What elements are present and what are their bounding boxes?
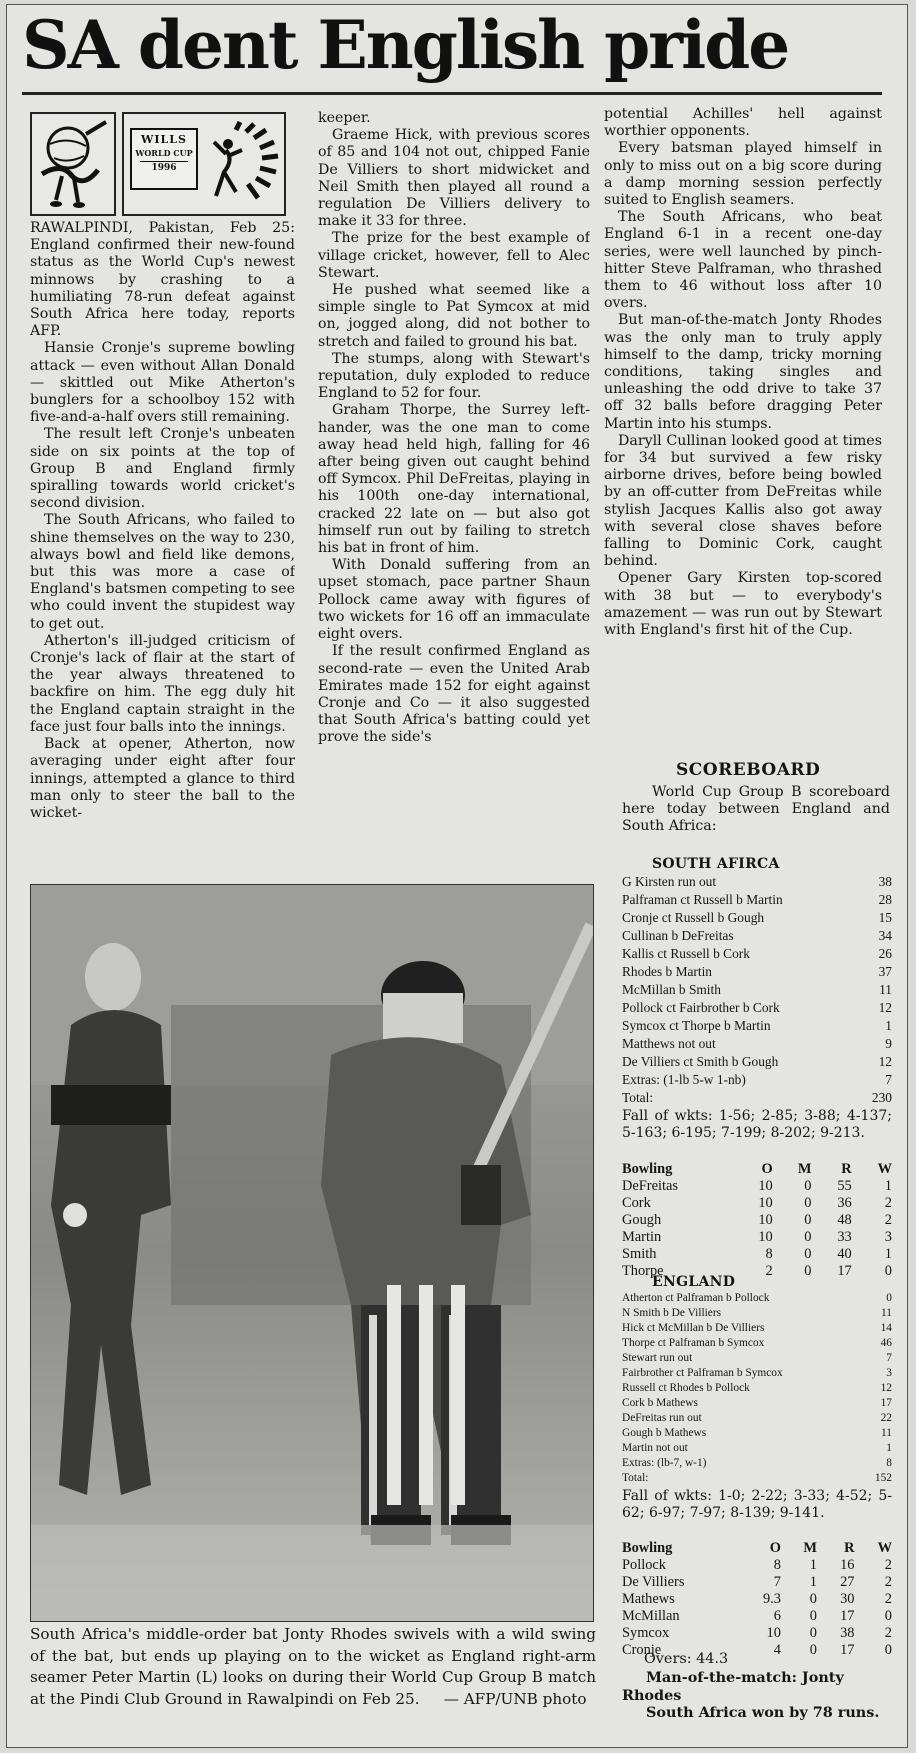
bowling-figure: 17 <box>840 1642 855 1658</box>
bowling-figure: 8 <box>773 1557 781 1573</box>
south-africa-heading: SOUTH AFIRCA <box>652 856 780 872</box>
runs: 17 <box>880 1397 892 1409</box>
runs: 0 <box>886 1292 892 1304</box>
bowling-figure: 40 <box>837 1246 852 1262</box>
bowler-name: Pollock <box>622 1557 666 1573</box>
batsman-dismissal: Kallis ct Russell b Cork <box>622 946 750 961</box>
paragraph: If the result confirmed England as second-rate — even the United Arab Emirates made 152 for eight against Cronje and Co — it also suggested that South Africa's batting could yet prove the side's <box>318 643 590 746</box>
runs: 152 <box>874 1472 892 1484</box>
bowling-header-cell: M <box>803 1540 817 1556</box>
bowling-header-row <box>622 1540 892 1557</box>
batting-row <box>622 963 892 981</box>
batting-row <box>622 1071 892 1089</box>
bowling-figure: 2 <box>884 1625 892 1641</box>
bowler-name: Symcox <box>622 1625 670 1641</box>
bowling-header-cell: O <box>761 1161 773 1177</box>
batting-row <box>622 1396 892 1411</box>
paragraph: But man-of-the-match Jonty Rhodes was the only man to truly apply himself to the damp, tricky morning conditions, taking singles and unleashing the odd drive to take 37 off 32 balls before dragging Peter Martin into his stumps. <box>604 312 882 432</box>
batsman-dismissal: Total: <box>622 1090 654 1105</box>
bowling-figure: 6 <box>773 1608 781 1624</box>
bowling-header-cell: M <box>797 1161 812 1177</box>
runs: 230 <box>871 1090 892 1105</box>
batting-row <box>622 945 892 963</box>
bowling-figure: 9.3 <box>762 1591 781 1607</box>
paragraph: keeper. <box>318 110 371 126</box>
batting-row <box>622 1351 892 1366</box>
match-photo <box>30 884 594 1622</box>
bowling-figure: 33 <box>837 1229 852 1245</box>
bowling-figure: 3 <box>884 1229 892 1245</box>
bowling-figure: 0 <box>804 1212 812 1228</box>
overs-line: Overs: 44.3 <box>644 1651 729 1667</box>
bowling-figure: 1 <box>809 1557 817 1573</box>
runs: 37 <box>878 964 892 979</box>
bowler-name: DeFreitas <box>622 1178 678 1194</box>
paragraph: The South Africans, who failed to shine themselves on the way to 230, always bowl and field like demons, but this was more a case of England's batsmen competing to see who could invent the stupidest way to get out. <box>30 512 295 632</box>
batting-row <box>622 1336 892 1351</box>
batting-row <box>622 1017 892 1035</box>
batsman-dismissal: N Smith b De Villiers <box>622 1307 722 1319</box>
bowling-figure: 0 <box>804 1195 812 1211</box>
bowling-figure: 2 <box>884 1574 892 1590</box>
bowling-figure: 0 <box>804 1178 812 1194</box>
bowling-figure: 10 <box>766 1625 781 1641</box>
batting-row <box>622 1366 892 1381</box>
runs: 11 <box>881 1307 892 1319</box>
runs: 12 <box>878 1054 892 1069</box>
man-of-the-match-text: Man-of-the-match: Jonty Rhodes <box>622 1669 844 1705</box>
bowling-row <box>622 1608 892 1625</box>
bowling-row <box>622 1246 892 1263</box>
scoreboard-title: SCOREBOARD <box>676 760 821 780</box>
bowler-name: Thorpe <box>622 1263 664 1279</box>
bowling-header-cell: W <box>877 1540 892 1556</box>
bowling-figure: 4 <box>773 1642 781 1658</box>
batting-row <box>622 1035 892 1053</box>
bowler-name: McMillan <box>622 1608 680 1624</box>
batsman-dismissal: Russell ct Rhodes b Pollock <box>622 1382 750 1394</box>
logo-world-cup-text: WORLD CUP <box>135 148 193 158</box>
bowling-row <box>622 1557 892 1574</box>
bowling-figure: 36 <box>837 1195 852 1211</box>
england-fall-of-wickets: Fall of wkts: 1-0; 2-22; 3-33; 4-52; 5-62; 6-97; 7-97; 8-139; 9-141. <box>622 1488 892 1522</box>
bowling-header-cell: Bowling <box>622 1161 673 1177</box>
bowling-figure: 0 <box>884 1263 892 1279</box>
batting-row <box>622 981 892 999</box>
cricket-logo <box>30 112 116 216</box>
bowling-header-cell: O <box>769 1540 781 1556</box>
photo-credit-text: — AFP/UNB photo <box>443 1689 587 1708</box>
england-batting-table <box>622 1291 892 1486</box>
batting-row <box>622 1426 892 1441</box>
england-bowling-table <box>622 1161 892 1280</box>
runs: 12 <box>878 1000 892 1015</box>
batsman-dismissal: DeFreitas run out <box>622 1412 702 1424</box>
batsman-dismissal: Extras: (1-lb 5-w 1-nb) <box>622 1072 746 1087</box>
bowling-figure: 0 <box>809 1591 817 1607</box>
runs: 1 <box>885 1018 892 1033</box>
bowler-name: Mathews <box>622 1591 675 1607</box>
batsman-dismissal: Martin not out <box>622 1442 688 1454</box>
bowling-figure: 10 <box>758 1212 773 1228</box>
bowling-row <box>622 1212 892 1229</box>
caption-text: South Africa's middle-order bat Jonty Rhodes swivels with a wild swing of the bat, but ends up playing on to the wicket as England right-arm seamer Peter Martin (L) looks on during their World Cup Group B match at the Pindi Club Ground in Rawalpindi on Feb 25. <box>30 1625 596 1708</box>
scoreboard-intro: World Cup Group B scoreboard here today between England and South Africa: <box>622 784 890 835</box>
batting-row <box>622 873 892 891</box>
bowling-figure: 48 <box>837 1212 852 1228</box>
bowling-figure: 0 <box>884 1608 892 1624</box>
bowling-figure: 17 <box>837 1263 852 1279</box>
paragraph: Back at opener, Atherton, now averaging under eight after four innings, attempted a glance to third man only to steer the ball to the wicket- <box>30 736 295 821</box>
batsman-dismissal: Palframan ct Russell b Martin <box>622 892 783 907</box>
batting-row <box>622 999 892 1017</box>
article-column-3 <box>604 106 882 756</box>
logo-year-text: 1996 <box>140 161 188 174</box>
bowling-figure: 2 <box>884 1195 892 1211</box>
runs: 11 <box>879 982 892 997</box>
bowling-figure: 27 <box>840 1574 855 1590</box>
runs: 26 <box>878 946 892 961</box>
bowling-figure: 30 <box>840 1591 855 1607</box>
cricket-action-photo <box>31 885 593 1621</box>
match-result-text: South Africa won by 78 runs. <box>646 1704 880 1721</box>
batsman-dismissal: Hick ct McMillan b De Villiers <box>622 1322 765 1334</box>
batsman-dismissal: Matthews not out <box>622 1036 716 1051</box>
bowling-figure: 0 <box>809 1642 817 1658</box>
paragraph: He pushed what seemed like a simple single to Pat Symcox at mid on, jogged along, did not bother to stretch and failed to ground his bat. <box>318 282 590 350</box>
runs: 3 <box>886 1367 892 1379</box>
bowling-header-cell: R <box>844 1540 855 1556</box>
paragraph: Graham Thorpe, the Surrey left-hander, was the one man to come away head held high, falling for 46 after being given out caught behind off Symcox. Phil DeFreitas, playing in his 100th one-day international, cracked 22 late on — but also got himself run out by failing to stretch his bat in front of him. <box>318 402 590 557</box>
paragraph: Opener Gary Kirsten top-scored with 38 but — to everybody's amazement — was run out by Stewart with England's first hit of the Cup. <box>604 570 882 639</box>
south-africa-batting-table <box>622 873 892 1107</box>
runs: 7 <box>886 1352 892 1364</box>
bowling-figure: 55 <box>837 1178 852 1194</box>
runs: 7 <box>885 1072 892 1087</box>
bowling-figure: 0 <box>809 1608 817 1624</box>
bowling-row <box>622 1229 892 1246</box>
bowling-figure: 38 <box>840 1625 855 1641</box>
man-of-the-match <box>622 1669 894 1706</box>
bowling-figure: 17 <box>840 1608 855 1624</box>
runs: 9 <box>885 1036 892 1051</box>
batting-row <box>622 1441 892 1456</box>
bowling-figure: 8 <box>765 1246 773 1262</box>
england-heading: ENGLAND <box>652 1274 736 1290</box>
bowling-figure: 0 <box>809 1625 817 1641</box>
batsman-dismissal: Stewart run out <box>622 1352 693 1364</box>
wills-badge <box>130 128 198 190</box>
batting-row <box>622 1456 892 1471</box>
runs: 1 <box>886 1442 892 1454</box>
bowling-figure: 0 <box>804 1229 812 1245</box>
runs: 38 <box>878 874 892 889</box>
batting-row <box>622 1411 892 1426</box>
paragraph: The South Africans, who beat England 6-1 in a recent one-day series, were well launched by pinch-hitter Steve Palframan, who thrashed them to 46 without loss after 10 overs. <box>604 209 882 312</box>
batsman-dismissal: Symcox ct Thorpe b Martin <box>622 1018 771 1033</box>
bowler-name: De Villiers <box>622 1574 685 1590</box>
logo-wills-text: WILLS <box>141 133 187 146</box>
paragraph: The prize for the best example of village cricket, however, fell to Alec Stewart. <box>318 230 590 281</box>
bowling-figure: 1 <box>884 1178 892 1194</box>
headline-rule <box>22 92 882 95</box>
paragraph: Atherton's ill-judged criticism of Cronje's lack of flair at the start of the year always threatened to backfire on him. The egg duly hit the England captain straight in the face just four balls into the innings. <box>30 632 295 735</box>
batting-row <box>622 1291 892 1306</box>
paragraph: The result left Cronje's unbeaten side on six points at the top of Group B and England firmly spiralling towards world cricket's second division. <box>30 426 295 512</box>
photo-caption <box>30 1624 596 1744</box>
batting-row <box>622 1471 892 1486</box>
batsman-dismissal: Cronje ct Russell b Gough <box>622 910 765 925</box>
article-column-2 <box>318 110 590 880</box>
batsman-dismissal: Total: <box>622 1472 649 1484</box>
paragraph: Hansie Cronje's supreme bowling attack — even without Allan Donald — skittled out Mike Atherton's bunglers for a schoolboy 152 with five-and-a-half overs still remaining. <box>30 340 295 426</box>
batsman-dismissal: Cullinan b DeFreitas <box>622 928 734 943</box>
batsman-dismissal: Gough b Mathews <box>622 1427 707 1439</box>
bowling-row <box>622 1591 892 1608</box>
paragraph: Graeme Hick, with previous scores of 85 and 104 not out, chipped Fanie De Villiers to short midwicket and Neil Smith then played all round a regulation De Villiers delivery to make it 33 for three. <box>318 127 590 230</box>
batting-row <box>622 1053 892 1071</box>
match-result <box>622 1704 894 1722</box>
bowling-figure: 1 <box>884 1246 892 1262</box>
bowling-figure: 0 <box>884 1642 892 1658</box>
paragraph: Every batsman played himself in only to miss out on a big score during a damp morning session perfectly suited to English seamers. <box>604 140 882 209</box>
bowling-header-cell: Bowling <box>622 1540 673 1556</box>
paragraph: RAWALPINDI, Pakistan, Feb 25: England confirmed their new-found status as the World Cup's newest minnows by crashing to a humiliating 78-run defeat against South Africa here today, reports AFP. <box>30 220 295 340</box>
bowler-name: Martin <box>622 1229 662 1245</box>
paragraph: Daryll Cullinan looked good at times for 34 but survived a few risky airborne drives, before being bowled by an off-cutter from DeFreitas while stylish Jacques Kallis also got away with several close shaves before falling to Dominic Cork, caught behind. <box>604 432 882 570</box>
runs: 14 <box>880 1322 892 1334</box>
cricketer-icon <box>32 114 114 214</box>
bowling-figure: 1 <box>809 1574 817 1590</box>
paragraph: potential Achilles' hell against worthier opponents. <box>604 106 882 140</box>
bowler-name: Gough <box>622 1212 662 1228</box>
bowling-header-cell: R <box>841 1161 852 1177</box>
batting-row <box>622 1381 892 1396</box>
bowling-figure: 10 <box>758 1229 773 1245</box>
batsman-dismissal: Pollock ct Fairbrother b Cork <box>622 1000 780 1015</box>
bowling-figure: 2 <box>884 1591 892 1607</box>
bowling-header-row <box>622 1161 892 1178</box>
batting-row <box>622 891 892 909</box>
bowling-figure: 16 <box>840 1557 855 1573</box>
bowling-row <box>622 1625 892 1642</box>
wills-world-cup-logo <box>122 112 286 216</box>
runs: 28 <box>878 892 892 907</box>
batting-row <box>622 1321 892 1336</box>
bowling-figure: 2 <box>884 1212 892 1228</box>
bowler-name: Cork <box>622 1195 651 1211</box>
batting-row <box>622 909 892 927</box>
batsman-dismissal: Atherton ct Palframan b Pollock <box>622 1292 770 1304</box>
photo-credit <box>424 1690 586 1708</box>
runs: 22 <box>880 1412 892 1424</box>
runs: 12 <box>880 1382 892 1394</box>
south-africa-bowling-table <box>622 1540 892 1659</box>
bowling-header-cell: W <box>877 1161 892 1177</box>
batsman-dismissal: McMillan b Smith <box>622 982 721 997</box>
bowling-figure: 0 <box>804 1263 812 1279</box>
runs: 8 <box>886 1457 892 1469</box>
bowling-figure: 2 <box>765 1263 773 1279</box>
batsman-dismissal: Extras: (lb-7, w-1) <box>622 1457 707 1469</box>
batsman-dismissal: G Kirsten run out <box>622 874 717 889</box>
south-africa-fall-of-wickets: Fall of wkts: 1-56; 2-85; 3-88; 4-137; 5-163; 6-195; 7-199; 8-202; 9-213. <box>622 1108 892 1142</box>
bowling-figure: 2 <box>884 1557 892 1573</box>
batsman-dismissal: Rhodes b Martin <box>622 964 713 979</box>
batting-row <box>622 927 892 945</box>
bowler-name: Cronje <box>622 1642 662 1658</box>
paragraph: With Donald suffering from an upset stomach, pace partner Shaun Pollock came away with figures of two wickets for 16 off an immaculate eight overs. <box>318 557 590 643</box>
batting-row <box>622 1089 892 1107</box>
bowling-figure: 7 <box>773 1574 781 1590</box>
headline: SA dent English pride <box>22 6 789 84</box>
batsman-dismissal: Cork b Mathews <box>622 1397 698 1409</box>
bowling-figure: 10 <box>758 1195 773 1211</box>
runs: 11 <box>881 1427 892 1439</box>
runs: 46 <box>880 1337 892 1349</box>
bowling-figure: 10 <box>758 1178 773 1194</box>
article-column-1 <box>30 220 295 880</box>
bowling-row <box>622 1195 892 1212</box>
sunburst-bowler-icon <box>196 120 280 208</box>
batsman-dismissal: De Villiers ct Smith b Gough <box>622 1054 779 1069</box>
bowler-name: Smith <box>622 1246 657 1262</box>
bowling-figure: 0 <box>804 1246 812 1262</box>
batting-row <box>622 1306 892 1321</box>
bowling-row <box>622 1574 892 1591</box>
paragraph: The stumps, along with Stewart's reputation, duly exploded to reduce England to 52 for four. <box>318 350 590 402</box>
batsman-dismissal: Thorpe ct Palframan b Symcox <box>622 1337 765 1349</box>
bowling-row <box>622 1178 892 1195</box>
runs: 34 <box>878 928 892 943</box>
runs: 15 <box>878 910 892 925</box>
batsman-dismissal: Fairbrother ct Palframan b Symcox <box>622 1367 783 1379</box>
